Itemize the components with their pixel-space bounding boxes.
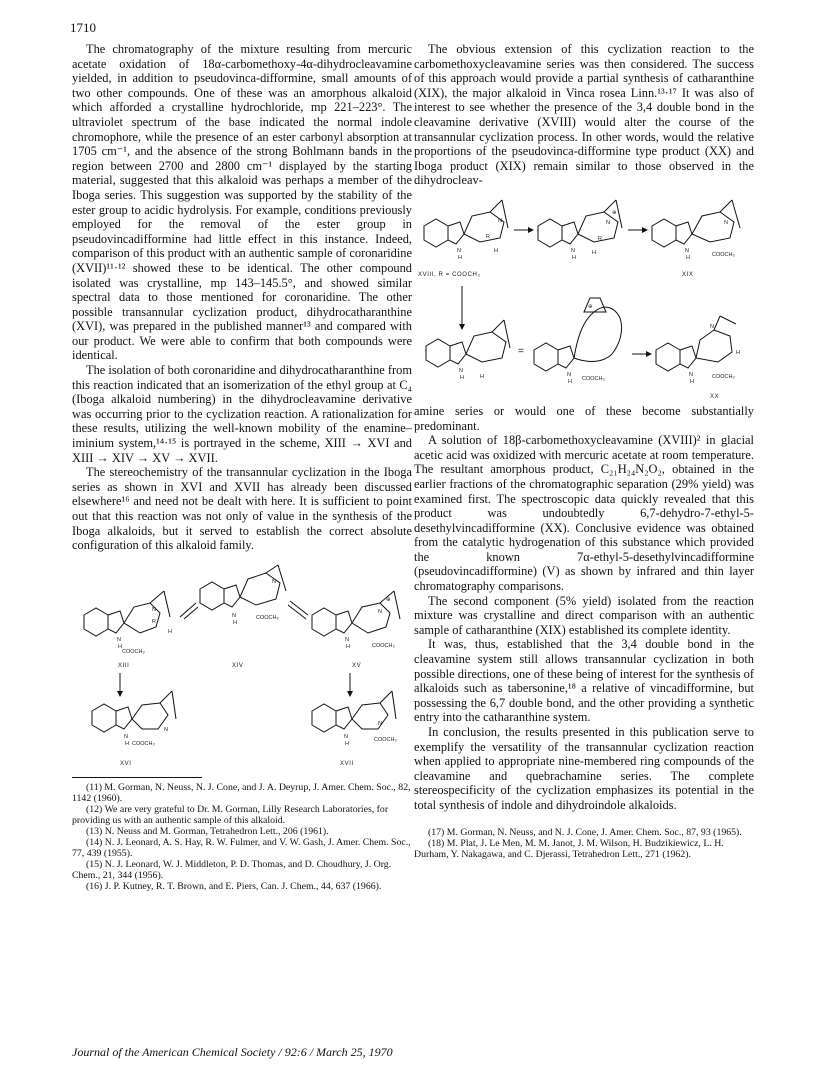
- body-paragraph: The chromatography of the mixture resulting from mercuric acetate oxidation of 18α-carbomethoxy-4α-dihydrocleavamine yielded, in addition to pseudovinca-difformine, small amounts of two other compounds. One of these was an amorphous alkaloid which afforded a crystalline hydrochloride, mp 221–223°. The ultraviolet spectrum of the base indicated the normal indole chromophore, while the presence of an ester carbonyl absorption at 1705 cm⁻¹, and the absence of the strong Bohlmann bands in the region between 2700 and 2800 cm⁻¹ displayed by the starting material, suggested that this alkaloid was perhaps a member of the Iboga series. This suggestion was supported by the stability of the ester group to acidic hydrolysis. For example, conditions previously employed for the removal of the ester group in pseudovincadifformine had little effect in this instance. Indeed, comparison of this product with an authentic sample of coronaridine (XVII)¹¹·¹² showed these to be identical. The other compound isolated was crystalline, mp 143–145.5°, and showed similar spectral data to those mentioned for coronaridine. The other possible transannular cyclization product, dihydrocatharanthine (XVI), was prepared in the published manner¹³ and compared with our product. We were able to confirm that both compounds were identical.: [72, 42, 412, 363]
- body-paragraph: amine series or would one of these become substantially predominant.: [414, 403, 754, 433]
- left-reaction-scheme: [72, 561, 412, 771]
- atom-n: N: [689, 371, 693, 378]
- structure-xiii: [84, 591, 172, 669]
- body-paragraph: A solution of 18β-carbomethoxycleavamine (XVIII)² in glacial acetic acid was oxidized with mercuric acetate at room temperature. The resultant amorphous product, C₂₁H₂₄N₂O₂, obtained in the earlier fractions of the chromatographic separation (29% yield) was examined first. The spectroscopic data quickly revealed that this product was undoubtedly 6,7-dehydro-7-ethyl-5-desethylvincadifformine (XX). Conclusive evidence was obtained from the catalytic hydrogenation of this substance which provided the known 7α-ethyl-5-desethylvincadifformine (pseudovincadifformine) (V) as shown by infrared and thin layer chromatography comparisons.: [414, 433, 754, 594]
- journal-footer: Journal of the American Chemical Society / 92:6 / March 25, 1970: [72, 1045, 393, 1059]
- structure-xiv: [200, 565, 286, 669]
- atom-h: H: [736, 349, 740, 356]
- atom-n: N: [272, 578, 276, 585]
- atom-n: N: [164, 726, 168, 733]
- footnote: (12) We are very grateful to Dr. M. Gorman, Lilly Research Laboratories, for providing us with an authentic sample of this alkaloid.: [72, 803, 389, 826]
- atom-n: N: [606, 219, 610, 226]
- atom-n: N: [457, 247, 461, 254]
- atom-h: H: [125, 740, 129, 747]
- ester-group: COOCH₃: [374, 736, 397, 743]
- ester-group: COOCH₃: [122, 648, 145, 655]
- structure-xviii: [418, 200, 508, 278]
- atom-h: H: [494, 247, 498, 254]
- atom-n: N: [459, 367, 463, 374]
- body-paragraph: The stereochemistry of the transannular cyclization in the Iboga series as shown in XVI and XVII has already been discussed elsewhere¹⁶ and need not be dealt with here. It is sufficient to point out that this reaction was not only of value in the synthesis of the Iboga alkaloids, but it served to establish the correct absolute configuration of this alkaloid family.: [72, 465, 412, 553]
- footnote-divider: [72, 777, 202, 778]
- footnote: (15) N. J. Leonard, W. J. Middleton, P. D. Thomas, and D. Choudhury, J. Org. Chem., 21, 344 (1956).: [72, 858, 392, 881]
- structure-xvi: [92, 691, 176, 767]
- atom-n: N: [345, 636, 349, 643]
- atom-n: N: [710, 323, 714, 330]
- body-paragraph: The isolation of both coronaridine and dihydrocatharanthine from this reaction indicated that an isomerization of the ethyl group at C₄ (Iboga alkaloid numbering) in the dihydrocleavamine derivative was occurring prior to the cyclization reaction. A rationalization for these results, utilizing the well-known mobility of the enamine–iminium system,¹⁴·¹⁵ is portrayed in the scheme, XIII → XVI and XIII → XIV → XV → XVII.: [72, 363, 412, 465]
- atom-h: H: [568, 378, 572, 385]
- label-xiv: XIV: [232, 662, 244, 669]
- ester-group: COOCH₃: [582, 375, 605, 382]
- scheme-xviii-xx: [414, 194, 754, 404]
- atom-h: H: [592, 249, 596, 256]
- atom-h: H: [346, 643, 350, 650]
- charge-plus: ⊕: [612, 209, 617, 216]
- structure-xix: [652, 200, 740, 278]
- atom-n: N: [378, 720, 382, 727]
- atom-r: R: [152, 618, 156, 625]
- charge-plus: ⊕: [386, 596, 391, 603]
- structure-intermediate-bottom-b: [534, 298, 622, 385]
- structure-intermediate-bottom-a: [426, 320, 510, 381]
- label-xiii: XIII: [118, 662, 130, 669]
- page-number: 1710: [70, 20, 96, 35]
- label-xvi: XVI: [120, 760, 132, 767]
- ester-group: COOCH₃: [712, 251, 735, 258]
- atom-h: H: [168, 628, 172, 635]
- label-xv: XV: [352, 662, 362, 669]
- ester-group: COOCH₃: [372, 642, 395, 649]
- atom-n: N: [498, 217, 502, 224]
- atom-h: H: [458, 254, 462, 261]
- atom-n: N: [378, 608, 382, 615]
- atom-r: R: [486, 233, 490, 240]
- label-xviii: XVIII, R = COOCH₃: [418, 271, 481, 278]
- ester-group: COOCH₃: [132, 740, 155, 747]
- structure-xx: [656, 316, 740, 400]
- atom-h: H: [460, 374, 464, 381]
- body-paragraph: The second component (5% yield) isolated from the reaction mixture was crystalline and direct comparison with an authentic sample of catharanthine (XIX) established its complete identity.: [414, 593, 754, 637]
- footnote: (14) N. J. Leonard, A. S. Hay, R. W. Fulmer, and V. W. Gash, J. Amer. Chem. Soc., 77, 439 (1955).: [72, 836, 411, 859]
- atom-h: H: [690, 378, 694, 385]
- ester-group: COOCH₃: [256, 614, 279, 621]
- scheme-xiii-xvii: [72, 561, 412, 771]
- atom-h: H: [345, 740, 349, 747]
- right-reaction-scheme: [414, 194, 754, 404]
- equals-sign: =: [518, 345, 524, 357]
- atom-n: N: [571, 247, 575, 254]
- atom-n: N: [724, 219, 728, 226]
- footnote: (11) M. Gorman, N. Neuss, N. J. Cone, and J. A. Deyrup, J. Amer. Chem. Soc., 82, 1142 (1960).: [72, 781, 411, 804]
- footnote: (18) M. Plat, J. Le Men, M. M. Janot, J. M. Wilson, H. Budzikiewicz, L. H. Durham, Y. Nakagawa, and C. Djerassi, Tetrahedron Lett., 271 (1962).: [414, 837, 724, 860]
- atom-h: H: [686, 254, 690, 261]
- body-paragraph: It was, thus, established that the 3,4 double bond in the cleavamine system still allows transannular cyclization in both possible directions, one of these being of interest for the synthesis of alkaloids such as tabersonine,¹⁸ a relative of vincadifformine, but possessing the 6,7 double bond, and the other providing a synthetic entry into the catharanthine system.: [414, 637, 754, 725]
- atom-n: N: [124, 733, 128, 740]
- atom-h: H: [233, 619, 237, 626]
- structure-xv: [312, 591, 400, 669]
- atom-n: N: [567, 371, 571, 378]
- atom-h: H: [118, 643, 122, 650]
- body-paragraph: The obvious extension of this cyclization reaction to the carbomethoxycleavamine series was then considered. The success of this approach would provide a partial synthesis of catharanthine (XIX), the major alkaloid in Vinca rosea Linn.¹³·¹⁷ It was also of interest to see whether the presence of the 3,4 double bond in the cleavamine derivative (XVIII) would alter the course of the transannular cyclization process. In other words, would the relative proportions of the pseudovinca-difformine type product (XX) and Iboga product (XIX) remain similar to those observed in the dihydrocleav-: [414, 42, 754, 188]
- atom-h: H: [480, 373, 484, 380]
- atom-n: N: [232, 612, 236, 619]
- body-paragraph: In conclusion, the results presented in this publication serve to exemplify the versatility of the transannular cyclization reaction when applied to appropriate nine-membered ring compounds of the cleavamine and quebrachamine series. The complete stereospecificity of the cyclization emphasizes its potential in the total synthesis of indole and dihydroindole alkaloids.: [414, 725, 754, 812]
- footnote: (17) M. Gorman, N. Neuss, and N. J. Cone, J. Amer. Chem. Soc., 87, 93 (1965).: [428, 826, 742, 838]
- charge-plus: ⊕: [588, 303, 593, 310]
- label-xix: XIX: [682, 271, 694, 278]
- atom-n: N: [344, 733, 348, 740]
- label-xx: XX: [710, 393, 720, 400]
- atom-n: N: [152, 606, 156, 613]
- left-column: [72, 42, 412, 892]
- ester-group: COOCH₃: [712, 373, 735, 380]
- structure-intermediate-top: [538, 200, 622, 261]
- atom-n: N: [685, 247, 689, 254]
- footnote: (13) N. Neuss and M. Gorman, Tetrahedron Lett., 206 (1961).: [86, 825, 329, 837]
- atom-r: R: [598, 235, 602, 242]
- atom-h: H: [572, 254, 576, 261]
- right-column: [414, 42, 754, 860]
- atom-n: N: [117, 636, 121, 643]
- structure-xvii: [312, 691, 397, 767]
- footnote: (16) J. P. Kutney, R. T. Brown, and E. Piers, Can. J. Chem., 44, 637 (1966).: [86, 880, 382, 892]
- label-xvii: XVII: [340, 760, 354, 767]
